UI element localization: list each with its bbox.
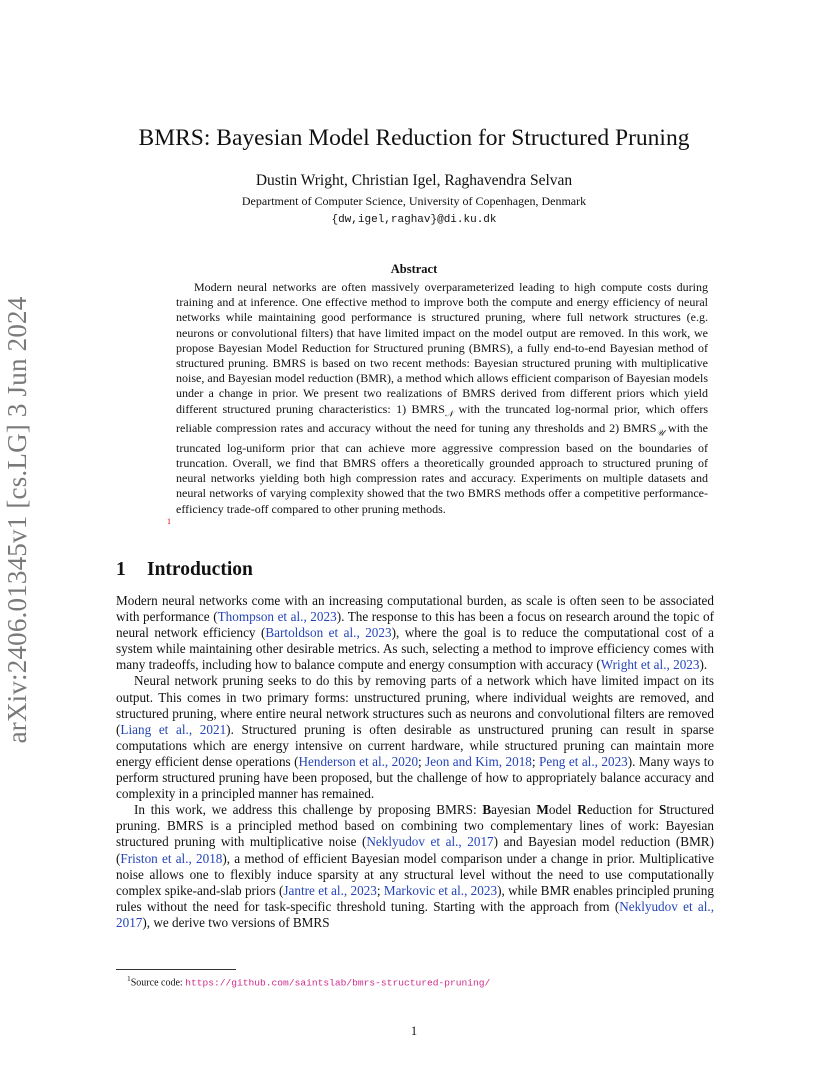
- abstract-body: [176, 280, 708, 517]
- affiliation: Department of Computer Science, University of Copenhagen, Denmark: [241, 194, 587, 208]
- author-list: Dustin Wright, Christian Igel, Raghavendra Selvan: [255, 172, 573, 189]
- paper-title: BMRS: Bayesian Model Reduction for Structured Pruning: [138, 125, 690, 151]
- citation-link[interactable]: Neklyudov et al., 2017: [116, 898, 715, 930]
- section-title: Introduction: [147, 559, 253, 580]
- page-number: 1: [410, 1024, 418, 1038]
- citation-link[interactable]: Neklyudov et al., 2017: [366, 834, 494, 850]
- section-number: 1: [116, 559, 126, 580]
- citation-link[interactable]: Markovic et al., 2023: [383, 882, 498, 898]
- introduction-body: [116, 593, 714, 931]
- citation-link[interactable]: Bartoldson et al., 2023: [265, 625, 392, 641]
- arxiv-identifier-text: arXiv:2406.01345v1 [cs.LG] 3 Jun 2024: [2, 296, 32, 744]
- author-email: {dw,igel,raghav}@di.ku.dk: [331, 214, 497, 226]
- intro-paragraph-3: In this work, we address this challenge by proposing BMRS: Bayesian Model Reduction for Structured pruning. BMRS is a principled method based on combining two complementary lines of work: Bayesian structured pruning with multiplicative noise (Neklyudov et al., 2017) and Bayesian model reduction (BMR) (Friston et al., 2018), a method of efficient Bayesian model comparison under a change in prior. Multiplicative noise allows one to flexibly induce sparsity at any structural level without the need to use computationally complex spike-and-slab priors (Jantre et al., 2023; Markovic et al., 2023), while BMR enables principled pruning rules without the need for task-specific threshold tuning. Starting with the approach from (Neklyudov et al., 2017), we derive two versions of BMRS: [116, 802, 715, 930]
- subscript-n: 𝒩: [444, 408, 454, 419]
- citation-link[interactable]: Jeon and Kim, 2018: [425, 753, 532, 769]
- abstract-paragraph: Modern neural networks are often massively overparameterized leading to high compute costs during training and at inference. One effective method to improve both the compute and energy efficiency of neural networks while maintaining good performance is structured pruning, where full network structures (e.g. neurons or convolutional filters) that have limited impact on the model output are removed. In this work, we propose Bayesian Model Reduction for Structured pruning (BMRS), a fully end-to-end Bayesian method of structured pruning. BMRS is based on two recent methods: Bayesian structured pruning with multiplicative noise, and Bayesian model reduction (BMR), a method which allows efficient comparison of Bayesian models under a change in prior. We present two realizations of BMRS derived from different priors which yield different structured pruning characteristics: 1) $BMRS_𝒩$ with the truncated log-normal prior, which offers reliable compression rates and accuracy without the need for tuning any thresholds and 2) $BMRS_𝒰$ with the truncated log-uniform prior that can achieve more aggressive compression based on the boundaries of truncation. Overall, we find that BMRS offers a theoretically grounded approach to structured pruning of neural networks yielding both high compression rates and accuracy. Experiments on multiple datasets and neural networks of varying complexity showed that the two BMRS methods offer a competitive performance-efficiency trade-off compared to other pruning methods.: [176, 280, 708, 516]
- source-code-link[interactable]: https://github.com/saintslab/bmrs-structured-pruning/: [185, 977, 491, 989]
- citation-link[interactable]: Peng et al., 2023: [539, 753, 628, 769]
- citation-link[interactable]: Jantre et al., 2023: [283, 882, 377, 898]
- intro-paragraph-1: Modern neural networks come with an increasing computational burden, as scale is often seen to be associated with performance (Thompson et al., 2023). The response to this has been a focus on research around the topic of neural network efficiency (Bartoldson et al., 2023), where the goal is to reduce the computational cost of a system while maintaining other desirable metrics. As such, selecting a method to improve efficiency comes with many tradeoffs, including how to balance compute and energy consumption with accuracy (Wright et al., 2023).: [116, 593, 714, 673]
- citation-link[interactable]: Thompson et al., 2023: [217, 609, 337, 625]
- citation-link[interactable]: Liang et al., 2021: [120, 721, 227, 737]
- subscript-u: 𝒰: [656, 427, 665, 438]
- footnote-mark: 1: [127, 974, 131, 983]
- section-heading-introduction: [116, 559, 253, 581]
- abstract-heading: Abstract: [390, 262, 438, 276]
- abstract-footnote-link[interactable]: 1: [167, 517, 171, 526]
- citation-link[interactable]: Wright et al., 2023: [600, 657, 700, 673]
- intro-paragraph-2: Neural network pruning seeks to do this by removing parts of a network which have limited impact on its output. This comes in two primary forms: unstructured pruning, where individual weights are removed, and structured pruning, where entire neural network structures such as neurons and convolutional filters are removed (Liang et al., 2021). Structured pruning is often desirable as unstructured pruning can result in sparse computations which are energy intensive on current hardware, while structured pruning can maintain more energy efficient dense operations (Henderson et al., 2020; Jeon and Kim, 2018; Peng et al., 2023). Many ways to perform structured pruning have been proposed, but the challenge of how to appropriately balance accuracy and complexity in a principled manner has remained.: [116, 673, 714, 802]
- footnote-divider: [116, 969, 236, 970]
- citation-link[interactable]: Friston et al., 2018: [120, 850, 223, 866]
- footnote-label: Source code:: [130, 977, 186, 989]
- citation-link[interactable]: Henderson et al., 2020: [298, 753, 419, 769]
- footnote: [127, 974, 490, 988]
